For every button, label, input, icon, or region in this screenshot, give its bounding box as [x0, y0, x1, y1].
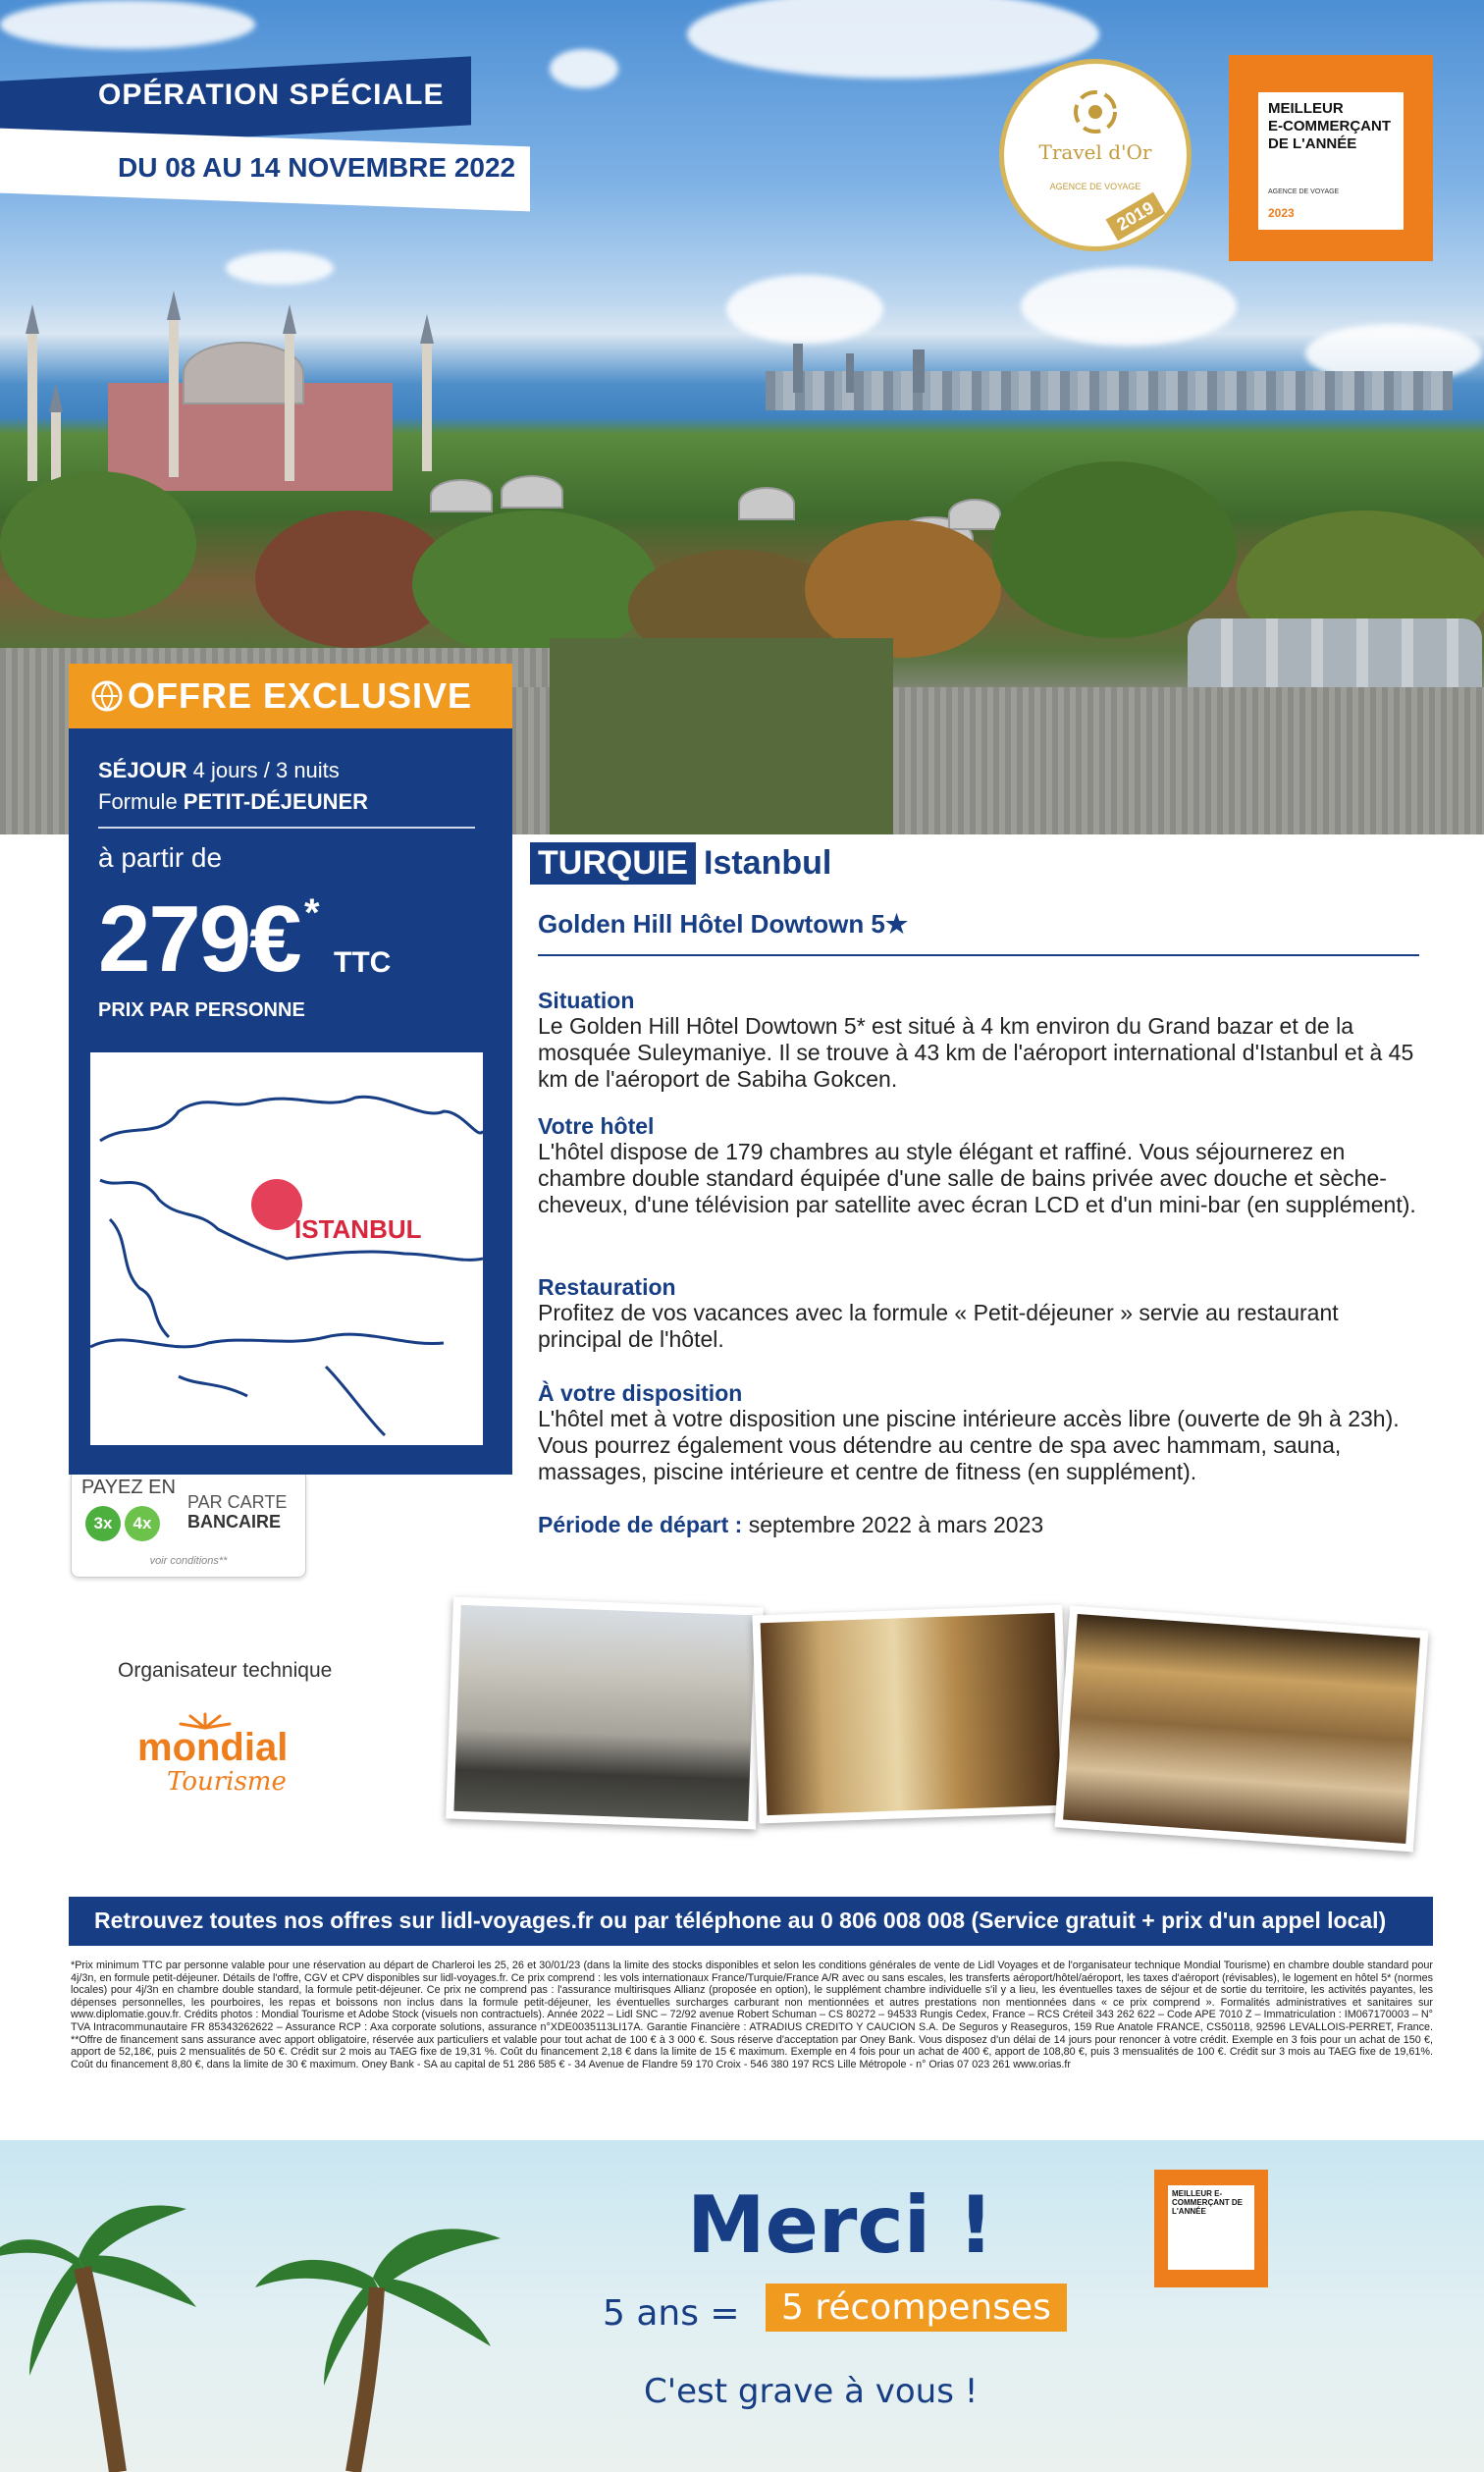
- award-box-year: 2023: [1268, 206, 1295, 220]
- card-label: PAR CARTE BANCAIRE: [187, 1492, 288, 1532]
- award-box-line-3: DE L'ANNÉE: [1268, 135, 1357, 152]
- award-box-line-2: E-COMMERÇANT: [1268, 118, 1391, 134]
- mondial-logo-text: mondial: [137, 1726, 289, 1769]
- award-box-line-1: MEILLEUR: [1268, 100, 1344, 117]
- map-city-label: ISTANBUL: [294, 1214, 422, 1244]
- award-swirl-icon: [1067, 83, 1124, 140]
- meilleur-ecommercant-award: [1229, 55, 1433, 261]
- section-text-restauration: Profitez de vos vacances avec la formule « Petit-déjeuner » servie au restaurant principal de l'hôtel.: [538, 1300, 1339, 1352]
- price-asterisk: *: [304, 891, 320, 935]
- organiser-label: Organisateur technique: [118, 1659, 333, 1682]
- tourisme-logo-text: Tourisme: [167, 1767, 287, 1797]
- offer-exclusive-tab: [69, 664, 512, 728]
- award-box-subtitle: AGENCE DE VOYAGE: [1268, 188, 1340, 195]
- departure-period: Période de départ : septembre 2022 à mars 2023: [538, 1512, 1044, 1537]
- turkey-outline-map: [90, 1052, 483, 1445]
- section-heading-hotel: Votre hôtel: [538, 1113, 655, 1139]
- istanbul-map: [90, 1052, 483, 1445]
- conditions-note: voir conditions**: [149, 1555, 228, 1567]
- award-circle-subtitle: AGENCE DE VOYAGE: [1049, 182, 1141, 191]
- ttc-label: TTC: [334, 946, 392, 979]
- palm-trees-icon: [0, 2140, 589, 2472]
- section-text-disposition: L'hôtel met à votre disposition une piscine intérieure accès libre (ouverte de 9h à 23h). Vous pourrez également vous détendre au centre de spa avec hammam, sauna, massages, piscine intérieure et centre de fitness (en supplément).: [538, 1406, 1400, 1484]
- country-label: TURQUIE: [530, 842, 696, 885]
- hotel-room-photo: [752, 1605, 1069, 1824]
- award-circle-year: 2019: [1105, 192, 1165, 242]
- section-heading-restauration: Restauration: [538, 1274, 676, 1300]
- hotel-exterior-photo: [446, 1597, 764, 1830]
- mini-award-text: MEILLEUR E-COMMERÇANT DE L'ANNÉE: [1168, 2185, 1254, 2270]
- hotel-name: Golden Hill Hôtel Dowtown 5★: [538, 909, 909, 939]
- offer-tab-label: OFFRE EXCLUSIVE: [128, 675, 473, 716]
- mini-award-badge: [1154, 2170, 1268, 2287]
- hotel-restaurant-photo: [1055, 1606, 1429, 1853]
- contact-banner-text: Retrouvez toutes nos offres sur lidl-voyages.fr ou par téléphone au 0 806 008 008 (Service gratuit + prix d'un appel local): [94, 1908, 1387, 1933]
- legal-notice: *Prix minimum TTC par personne valable pour une réservation au départ de Charleroi les 25, 26 et 30/01/23 (dans la limite des stocks disponibles et selon les conditions générales de vente de Lidl Voyages et de l'organisateur technique Mondial Tourisme) en chambre double standard pour 4j/3n, en formule petit-déjeuner. Détails de l'offre, CGV et CPV disponibles sur lidl-voyages.fr. Ce prix comprend : les vols internationaux France/Turquie/France A/R avec ou sans escales, les transferts aéroport/hôtel/aéroport, les taxes d'aéroport (révisables), le logement en hôtel 5* (normes locales) pour 4j/3n en chambre double standard, la formule petit-déjeuner. Ce prix ne comprend pas : l'assurance multirisques Allianz (proposée en option), le supplément chambre individuelle s'il y a lieu, les éventuelles taxes de séjour et de sortie du territoire, les activités payantes, les dépenses personnelles, les pourboires, les repas et boissons non inclus dans la formule petit-déjeuner, les éventuelles surcharges carburant non mentionnées et autres prestations non mentionnées dans « ce prix comprend ». Formalités administratives et sanitaires sur www.diplomatie.gouv.fr. Crédits photos : Mondial Tourisme et Adobe Stock (visuels non contractuels). Année 2022 – Lidl SNC – 72/92 avenue Robert Schuman – CS 80272 – 94533 Rungis Cedex, France – RCS Créteil 343 262 622 – Code APE 7010 Z – Immatriculation : IM067170003 – N° TVA Intracommunautaire FR 85343262622 – Assurance RCP : Axa corporate solutions, assurance n°XDE0035113LI17A. Garantie Financière : ATRADIUS CREDITO Y CAUCION S.A. De Seguros y Reaseguros, 159 Rue Anatole FRANCE, CS50118, 92596 LEVALLOIS-PERRET, France. **Offre de financement sans assurance avec apport obligatoire, réservée aux particuliers et valable pour tout achat de 100 € à 3 000 €. Sous réserve d'acceptation par Oney Bank. Vous disposez d'un délai de 14 jours pour renoncer à votre crédit. Exemple en 3 fois pour un achat de 150 €, apport de 52,18€, puis 2 mensualités de 50 €. Crédit sur 2 mois au TAEG fixe de 19,31 %. Coût du financement 2,18 € dans la limite de 15 € maximum. Exemple en 4 fois pour un achat de 400 €, apport de 108,80 €, puis 3 mensualités de 100 €. Crédit sur 3 mois au TAEG fixe de 19,61%. Coût du financement 8,80 €, dans la limite de 30 € maximum. Oney Bank - SA au capital de 51 286 585 € - 34 Avenue de Flandre 59 170 Croix - 546 380 197 RCS Lille Métropole - n° Orias 07 023 261 www.orias.fr: [71, 1960, 1433, 2070]
- contact-banner: [69, 1897, 1433, 1946]
- pay-label: PAYEZ EN: [81, 1477, 176, 1498]
- section-text-situation: Le Golden Hill Hôtel Dowtown 5* est situé à 4 km environ du Grand bazar et de la mosquée Suleymaniye. Il se trouve à 43 km de l'aéroport international d'Istanbul et à 45 km de l'aéroport de Sabiha Gokcen.: [538, 1013, 1414, 1092]
- city-label: Istanbul: [704, 844, 832, 882]
- recompenses-label: 5 récompenses: [766, 2284, 1067, 2332]
- from-label: à partir de: [98, 842, 223, 873]
- per-person-label: PRIX PAR PERSONNE: [98, 999, 305, 1021]
- sejour-line: SÉJOUR 4 jours / 3 nuits: [98, 758, 340, 782]
- formule-line: Formule PETIT-DÉJEUNER: [98, 789, 369, 814]
- award-circle-title: Travel d'Or: [1038, 140, 1152, 164]
- mondial-tourisme-logo: [137, 1689, 314, 1797]
- section-heading-disposition: À votre disposition: [538, 1380, 743, 1406]
- operation-label: OPÉRATION SPÉCIALE: [98, 79, 445, 111]
- section-text-hotel: L'hôtel dispose de 179 chambres au style élégant et raffiné. Vous séjournerez en chambre double standard équipée d'une salle de bains privée avec douche et sèche-cheveux, d'une télévision par satellite avec écran LCD et d'un mini-bar (en supplément).: [538, 1139, 1416, 1217]
- pay-3x-badge: 3x: [85, 1506, 121, 1541]
- price: 279€: [98, 887, 300, 992]
- merci-title: Merci !: [687, 2179, 994, 2271]
- offer-panel: [69, 728, 512, 1475]
- section-heading-situation: Situation: [538, 988, 635, 1013]
- pay-4x-badge: 4x: [125, 1506, 160, 1541]
- destination-title: [530, 842, 831, 885]
- tagline: C'est grave à vous !: [644, 2372, 979, 2411]
- merci-banner: [0, 2140, 1484, 2472]
- ans-label: 5 ans =: [603, 2293, 740, 2334]
- globe-plane-icon: [90, 679, 124, 713]
- title-divider: [538, 954, 1419, 956]
- offer-divider: [98, 827, 475, 829]
- payment-badge: [71, 1475, 306, 1578]
- date-label: DU 08 AU 14 NOVEMBRE 2022: [118, 152, 516, 183]
- travel-dor-award: [999, 59, 1192, 251]
